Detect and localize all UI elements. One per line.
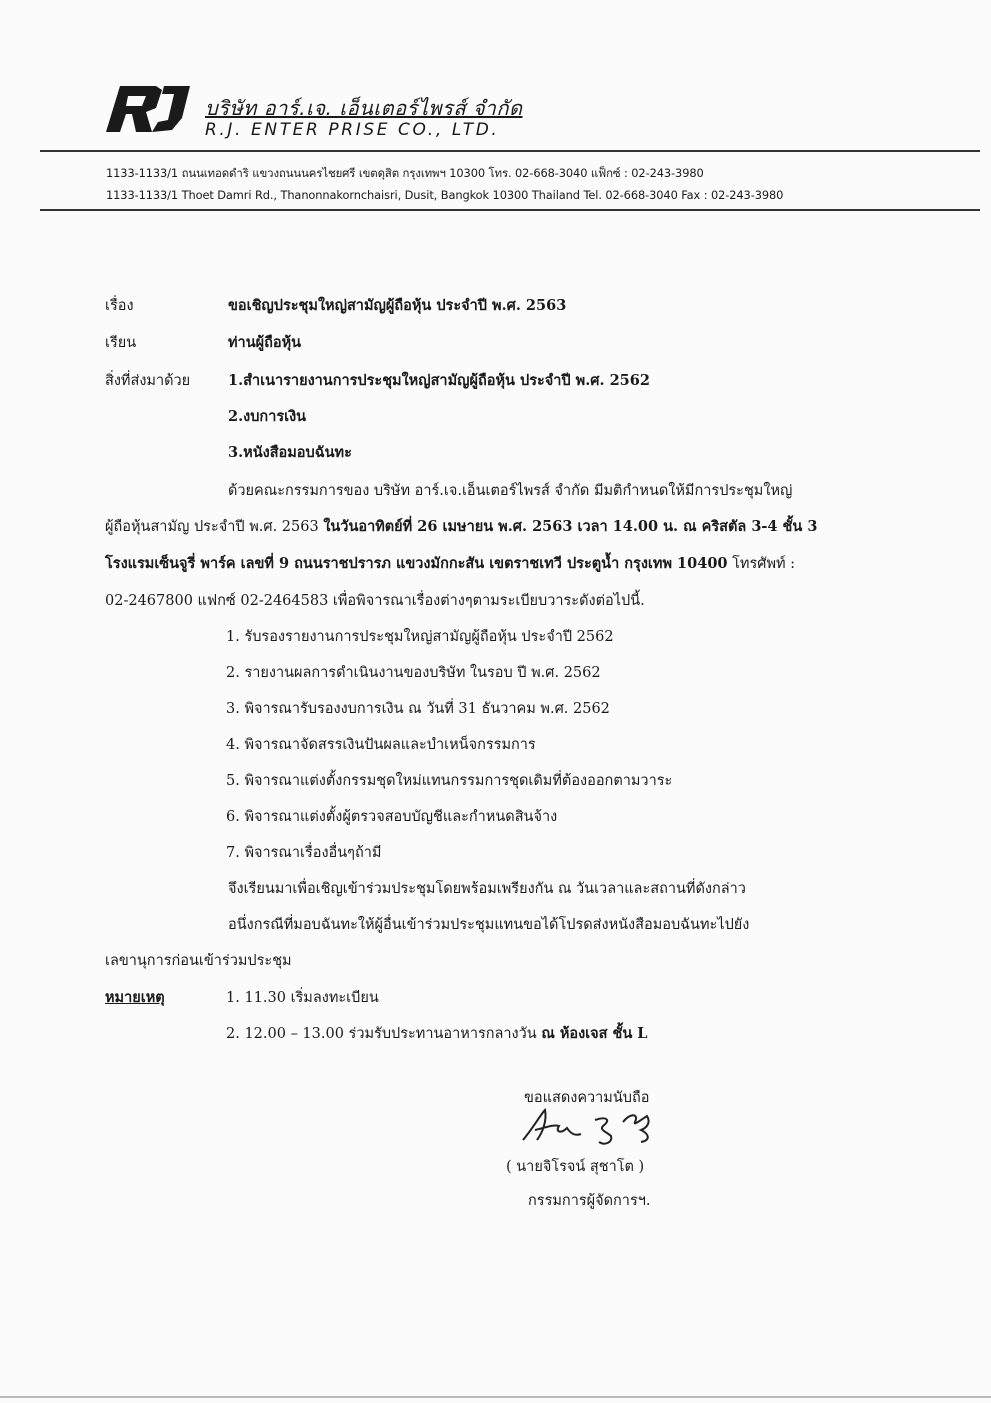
address-english: 1133-1133/1 Thoet Damri Rd., Thanonnakornchaisri, Dusit, Bangkok 10300 Thailand Tel. 02-668-3040 Fax : 02-243-3980 [106, 188, 784, 202]
lunch-venue: ณ ห้องเจส ชั้น L [541, 1025, 648, 1042]
note-text: 2. 12.00 – 13.00 ร่วมรับประทานอาหารกลางวัน [226, 1026, 542, 1042]
enclosure-item: 1.สำเนารายงานการประชุมใหญ่สามัญผู้ถือหุ้น ประจำปี พ.ศ. 2562 [228, 372, 650, 389]
signatory-name: ( นายจิโรจน์ สุชาโต ) [506, 1159, 645, 1175]
enclosure-item: 2.งบการเงิน [228, 408, 307, 425]
enclosure-label: สิ่งที่ส่งมาด้วย [105, 373, 191, 389]
signatory-title: กรรมการผู้จัดการฯ. [528, 1193, 651, 1209]
body-line [105, 552, 795, 575]
company-name-english: R.J. ENTER PRISE CO., LTD. [205, 120, 500, 140]
header-divider [40, 150, 980, 152]
proxy-line: อนึ่งกรณีที่มอบฉันทะให้ผู้อื่นเข้าร่วมประชุมแทนขอได้โปรดส่งหนังสือมอบฉันทะไปยัง [228, 917, 750, 933]
enclosure-item: 3.หนังสือมอบฉันทะ [228, 444, 352, 461]
agenda-item: 2. รายงานผลการดำเนินงานของบริษัท ในรอบ ปี พ.ศ. 2562 [226, 665, 601, 681]
note-item [226, 1022, 648, 1045]
meeting-datetime: ในวันอาทิตย์ที่ 26 เมษายน พ.ศ. 2563 เวลา 14.00 น. ณ คริสตัล 3-4 ชั้น 3 [323, 518, 818, 535]
body-text: โทรศัพท์ : [727, 556, 796, 572]
subject-text: ขอเชิญประชุมใหญ่สามัญผู้ถือหุ้น ประจำปี พ.ศ. 2563 [228, 297, 567, 314]
signature-image [515, 1106, 675, 1152]
to-text: ท่านผู้ถือหุ้น [228, 334, 302, 351]
subject-label: เรื่อง [105, 298, 134, 314]
agenda-item: 3. พิจารณารับรองงบการเงิน ณ วันที่ 31 ธันวาคม พ.ศ. 2562 [226, 701, 610, 717]
note-label: หมายเหตุ [105, 989, 165, 1006]
address-divider [40, 209, 980, 211]
note-item: 1. 11.30 เริ่มลงทะเบียน [226, 990, 379, 1006]
proxy-line: เลขานุการก่อนเข้าร่วมประชุม [105, 953, 292, 969]
invite-line: จึงเรียนมาเพื่อเชิญเข้าร่วมประชุมโดยพร้อมเพรียงกัน ณ วันเวลาและสถานที่ดังกล่าว [228, 881, 746, 897]
company-name-thai: บริษัท อาร์.เจ. เอ็นเตอร์ไพรส์ จำกัด [205, 96, 523, 120]
body-text: ผู้ถือหุ้นสามัญ ประจำปี พ.ศ. 2563 [105, 519, 324, 535]
agenda-item: 1. รับรองรายงานการประชุมใหญ่สามัญผู้ถือหุ้น ประจำปี 2562 [226, 629, 614, 645]
body-line: ด้วยคณะกรรมการของ บริษัท อาร์.เจ.เอ็นเตอร์ไพรส์ จำกัด มีมติกำหนดให้มีการประชุมใหญ่ [228, 483, 793, 499]
body-line: 02-2467800 แฟกซ์ 02-2464583 เพื่อพิจารณาเรื่องต่างๆตามระเบียบวาระดังต่อไปนี้. [105, 593, 645, 609]
to-label: เรียน [105, 335, 137, 351]
company-logo [106, 84, 192, 134]
page-bottom-edge [0, 1396, 991, 1398]
agenda-item: 4. พิจารณาจัดสรรเงินปันผลและบำเหน็จกรรมการ [226, 737, 536, 753]
agenda-item: 5. พิจารณาแต่งตั้งกรรมชุดใหม่แทนกรรมการชุดเดิมที่ต้องออกตามวาระ [226, 773, 673, 789]
closing-text: ขอแสดงความนับถือ [524, 1090, 650, 1106]
address-thai: 1133-1133/1 ถนนเทอดดำริ แขวงถนนนครไชยศรี เขตดุสิต กรุงเทพฯ 10300 โทร. 02-668-3040 แฟ็กซ์ : 02-243-3980 [106, 166, 704, 180]
meeting-venue: โรงแรมเซ็นจูรี่ พาร์ค เลขที่ 9 ถนนราชปรารภ แขวงมักกะสัน เขตราชเทวี ประตูน้ำ กรุงเทพ 10400 [105, 555, 728, 572]
agenda-item: 6. พิจารณาแต่งตั้งผู้ตรวจสอบบัญชีและกำหนดสินจ้าง [226, 809, 558, 825]
body-line [105, 515, 817, 538]
agenda-item: 7. พิจารณาเรื่องอื่นๆถ้ามี [226, 845, 382, 861]
